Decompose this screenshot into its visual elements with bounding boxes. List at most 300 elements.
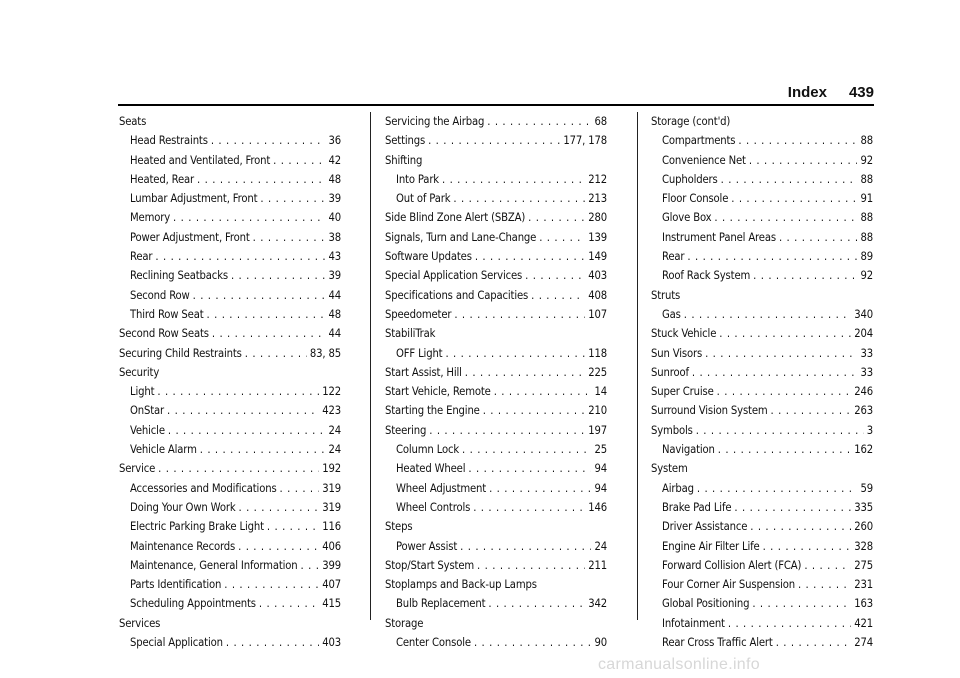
- entry-label: Sunroof: [651, 365, 689, 379]
- entry-label: Sun Visors: [651, 346, 703, 360]
- entry-page: 162: [854, 443, 873, 457]
- dot-leader: [487, 112, 591, 131]
- index-subentry: [385, 633, 607, 652]
- index-subentry: [119, 401, 341, 420]
- index-entry: [385, 556, 607, 575]
- dot-leader: [259, 594, 319, 613]
- index-subentry: [119, 170, 341, 189]
- entry-label: Struts: [651, 288, 681, 302]
- entry-page: 280: [588, 211, 607, 225]
- entry-page: 319: [322, 500, 341, 514]
- entry-label: Parts Identification: [130, 578, 222, 592]
- entry-label: Start Vehicle, Remote: [385, 385, 491, 399]
- entry-label: Doing Your Own Work: [130, 500, 236, 514]
- entry-label: Maintenance Records: [130, 539, 236, 553]
- dot-leader: [453, 189, 585, 208]
- index-subentry: [119, 382, 341, 401]
- entry-label: Reclining Seatbacks: [130, 269, 228, 283]
- entry-label: Servicing the Airbag: [385, 115, 485, 128]
- dot-leader: [753, 266, 857, 285]
- entry-page: 274: [854, 636, 873, 650]
- entry-page: 40: [328, 211, 341, 225]
- entry-label: Wheel Controls: [396, 500, 471, 514]
- entry-page: 342: [588, 597, 607, 611]
- index-subentry: [651, 594, 873, 613]
- entry-page: 408: [588, 288, 607, 302]
- entry-page: 39: [328, 269, 341, 283]
- dot-leader: [468, 459, 591, 478]
- dot-leader: [475, 247, 585, 266]
- index-entry: [385, 614, 607, 633]
- index-subentry: [119, 228, 341, 247]
- entry-label: Services: [119, 616, 161, 630]
- entry-label: Heated Wheel: [396, 462, 466, 476]
- entry-label: Stoplamps and Back-up Lamps: [385, 578, 537, 592]
- entry-label: Settings: [385, 134, 426, 148]
- entry-label: Security: [119, 365, 160, 379]
- index-entry: [119, 324, 341, 343]
- entry-label: Starting the Engine: [385, 404, 480, 418]
- entry-label: Gas: [662, 307, 681, 321]
- dot-leader: [525, 266, 585, 285]
- entry-page: 14: [594, 385, 607, 399]
- index-subentry: [385, 594, 607, 613]
- entry-page: 44: [328, 327, 341, 341]
- index-subentry: [651, 614, 873, 633]
- dot-leader: [224, 575, 319, 594]
- dot-leader: [474, 633, 592, 652]
- entry-page: 91: [860, 192, 873, 206]
- entry-label: Engine Air Filter Life: [662, 539, 760, 553]
- index-subentry: [119, 517, 341, 536]
- entry-page: 328: [854, 539, 873, 553]
- index-entry: [651, 112, 873, 131]
- entry-page: 24: [594, 539, 607, 553]
- page-number: 439: [848, 84, 874, 101]
- entry-page: 407: [322, 578, 341, 592]
- index-subentry: [651, 131, 873, 150]
- index-entry: [385, 305, 607, 324]
- entry-page: 192: [322, 462, 341, 476]
- entry-label: Service: [119, 462, 156, 476]
- entry-page: 83, 85: [309, 346, 341, 360]
- dot-leader: [539, 228, 585, 247]
- index-subentry: [119, 498, 341, 517]
- entry-label: Side Blind Zone Alert (SBZA): [385, 211, 526, 225]
- index-subentry: [385, 344, 607, 363]
- column-divider: [370, 112, 371, 620]
- index-subentry: [651, 305, 873, 324]
- index-entry: [651, 363, 873, 382]
- entry-label: Heated, Rear: [130, 172, 195, 186]
- index-subentry: [651, 498, 873, 517]
- dot-leader: [776, 633, 852, 652]
- entry-label: Rear: [662, 250, 685, 264]
- index-entry: [651, 401, 873, 420]
- entry-page: 335: [854, 500, 873, 514]
- entry-page: 163: [854, 597, 873, 611]
- entry-label: Stop/Start System: [385, 558, 475, 572]
- entry-label: Global Positioning: [662, 597, 750, 611]
- index-subentry: [651, 517, 873, 536]
- entry-page: 415: [322, 597, 341, 611]
- entry-label: Shifting: [385, 153, 423, 167]
- dot-leader: [528, 208, 585, 227]
- entry-label: Third Row Seat: [130, 307, 204, 321]
- entry-label: Out of Park: [396, 192, 451, 206]
- entry-label: Rear Cross Traffic Alert: [662, 636, 773, 650]
- entry-page: 48: [328, 307, 341, 321]
- dot-leader: [167, 401, 319, 420]
- index-subentry: [119, 556, 341, 575]
- entry-label: Lumbar Adjustment, Front: [130, 192, 258, 206]
- entry-page: 204: [854, 327, 873, 341]
- dot-leader: [465, 363, 585, 382]
- header-rule: [118, 104, 874, 106]
- dot-leader: [454, 305, 585, 324]
- dot-leader: [212, 324, 326, 343]
- entry-label: System: [651, 462, 688, 476]
- dot-leader: [231, 266, 326, 285]
- index-subentry: [651, 228, 873, 247]
- index-entry: [119, 344, 341, 363]
- index-subentry: [385, 479, 607, 498]
- entry-page: 246: [854, 385, 873, 399]
- entry-page: 92: [860, 153, 873, 167]
- entry-label: Scheduling Appointments: [130, 597, 256, 611]
- watermark: carmanualsonline.info: [598, 656, 760, 673]
- entry-page: 139: [588, 230, 607, 244]
- dot-leader: [462, 440, 591, 459]
- entry-page: 260: [854, 520, 873, 534]
- dot-leader: [696, 421, 864, 440]
- dot-leader: [280, 479, 320, 498]
- index-entry: [651, 324, 873, 343]
- entry-page: 3: [866, 423, 873, 437]
- entry-label: Accessories and Modifications: [130, 481, 277, 495]
- entry-label: Navigation: [662, 443, 715, 457]
- index-subentry: [651, 537, 873, 556]
- entry-page: 94: [594, 462, 607, 476]
- entry-label: Power Assist: [396, 539, 458, 553]
- dot-leader: [731, 189, 857, 208]
- index-subentry: [119, 131, 341, 150]
- entry-page: 88: [860, 172, 873, 186]
- entry-label: Stuck Vehicle: [651, 327, 717, 341]
- dot-leader: [238, 537, 319, 556]
- index-subentry: [651, 151, 873, 170]
- entry-label: Brake Pad Life: [662, 500, 732, 514]
- entry-page: 88: [860, 230, 873, 244]
- dot-leader: [779, 228, 858, 247]
- entry-page: 177, 178: [563, 134, 607, 148]
- index-subentry: [385, 170, 607, 189]
- entry-page: 225: [588, 365, 607, 379]
- entry-page: 44: [328, 288, 341, 302]
- dot-leader: [714, 208, 857, 227]
- dot-leader: [211, 131, 326, 150]
- index-subentry: [119, 575, 341, 594]
- index-subentry: [651, 633, 873, 652]
- index-subentry: [385, 498, 607, 517]
- entry-page: 399: [322, 558, 341, 572]
- entry-label: Head Restraints: [130, 134, 208, 148]
- index-entry: [119, 363, 341, 382]
- dot-leader: [157, 382, 319, 401]
- index-entry: [385, 363, 607, 382]
- entry-page: 319: [322, 481, 341, 495]
- entry-page: 88: [860, 211, 873, 225]
- dot-leader: [718, 440, 851, 459]
- entry-page: 211: [588, 558, 607, 572]
- index-subentry: [651, 556, 873, 575]
- dot-leader: [728, 614, 851, 633]
- entry-label: Light: [130, 385, 155, 399]
- index-entry: [385, 247, 607, 266]
- dot-leader: [460, 537, 591, 556]
- index-subentry: [651, 440, 873, 459]
- dot-leader: [173, 208, 325, 227]
- entry-label: Vehicle Alarm: [130, 443, 197, 457]
- entry-page: 403: [322, 636, 341, 650]
- dot-leader: [442, 170, 585, 189]
- entry-label: Into Park: [396, 172, 439, 186]
- page-header: [788, 84, 874, 101]
- index-subentry: [385, 189, 607, 208]
- entry-page: 39: [328, 192, 341, 206]
- entry-label: OFF Light: [396, 346, 443, 360]
- dot-leader: [428, 131, 560, 150]
- entry-label: StabiliTrak: [385, 327, 436, 341]
- entry-page: 197: [588, 423, 607, 437]
- entry-page: 149: [588, 250, 607, 264]
- entry-page: 88: [860, 134, 873, 148]
- index-entry: [385, 324, 607, 343]
- entry-page: 36: [328, 134, 341, 148]
- entry-label: Power Adjustment, Front: [130, 230, 250, 244]
- index-subentry: [119, 305, 341, 324]
- entry-label: Speedometer: [385, 307, 452, 321]
- entry-page: 24: [328, 443, 341, 457]
- index-subentry: [119, 479, 341, 498]
- index-column-3: [651, 112, 873, 652]
- index-subentry: [119, 537, 341, 556]
- entry-page: 263: [854, 404, 873, 418]
- index-entry: [651, 286, 873, 305]
- entry-page: 122: [322, 385, 341, 399]
- index-subentry: [385, 537, 607, 556]
- index-entry: [385, 131, 607, 150]
- entry-label: Steering: [385, 423, 427, 437]
- index-subentry: [651, 266, 873, 285]
- dot-leader: [483, 401, 586, 420]
- entry-page: 94: [594, 481, 607, 495]
- entry-page: 68: [594, 115, 607, 128]
- index-entry: [119, 614, 341, 633]
- entry-page: 146: [588, 500, 607, 514]
- index-column-2: [385, 112, 607, 652]
- index-subentry: [651, 479, 873, 498]
- dot-leader: [488, 594, 585, 613]
- dot-leader: [197, 170, 325, 189]
- index-entry: [385, 575, 607, 594]
- entry-page: 340: [854, 307, 873, 321]
- dot-leader: [226, 633, 319, 652]
- entry-label: Wheel Adjustment: [396, 481, 487, 495]
- dot-leader: [267, 517, 319, 536]
- index-subentry: [651, 170, 873, 189]
- entry-label: Vehicle: [130, 423, 165, 437]
- dot-leader: [489, 479, 591, 498]
- entry-page: 423: [322, 404, 341, 418]
- entry-label: Driver Assistance: [662, 520, 748, 534]
- entry-page: 212: [588, 172, 607, 186]
- index-subentry: [651, 208, 873, 227]
- entry-label: Airbag: [662, 481, 694, 495]
- entry-label: OnStar: [130, 404, 165, 418]
- entry-label: Infotainment: [662, 616, 725, 630]
- dot-leader: [193, 286, 326, 305]
- index-entry: [385, 517, 607, 536]
- dot-leader: [804, 556, 851, 575]
- dot-leader: [301, 556, 320, 575]
- dot-leader: [687, 247, 857, 266]
- index-subentry: [119, 440, 341, 459]
- entry-label: Steps: [385, 520, 413, 534]
- index-subentry: [651, 189, 873, 208]
- dot-leader: [239, 498, 320, 517]
- entry-label: Roof Rack System: [662, 269, 751, 283]
- entry-label: Memory: [130, 211, 171, 225]
- entry-label: Four Corner Air Suspension: [662, 578, 795, 592]
- entry-label: Floor Console: [662, 192, 729, 206]
- entry-label: Super Cruise: [651, 385, 714, 399]
- index-entry: [385, 112, 607, 131]
- dot-leader: [200, 440, 326, 459]
- index-subentry: [385, 440, 607, 459]
- entry-page: 403: [588, 269, 607, 283]
- entry-page: 59: [860, 481, 873, 495]
- dot-leader: [697, 479, 858, 498]
- entry-label: Second Row: [130, 288, 190, 302]
- entry-page: 116: [322, 520, 341, 534]
- entry-label: Instrument Panel Areas: [662, 230, 776, 244]
- entry-page: 42: [328, 153, 341, 167]
- entry-label: Maintenance, General Information: [130, 558, 298, 572]
- index-subentry: [119, 286, 341, 305]
- entry-label: Cupholders: [662, 172, 718, 186]
- index-entry: [385, 228, 607, 247]
- index-subentry: [119, 247, 341, 266]
- entry-label: Special Application: [130, 636, 223, 650]
- dot-leader: [260, 189, 325, 208]
- entry-page: 24: [328, 423, 341, 437]
- index-column-1: [119, 112, 341, 652]
- dot-leader: [734, 498, 851, 517]
- dot-leader: [253, 228, 326, 247]
- entry-page: 25: [594, 443, 607, 457]
- entry-page: 231: [854, 578, 873, 592]
- dot-leader: [721, 170, 858, 189]
- dot-leader: [477, 556, 585, 575]
- index-subentry: [385, 459, 607, 478]
- index-entry: [119, 459, 341, 478]
- entry-label: Signals, Turn and Lane-Change: [385, 230, 537, 244]
- entry-label: Electric Parking Brake Light: [130, 520, 264, 534]
- entry-label: Convenience Net: [662, 153, 746, 167]
- entry-label: Rear: [130, 250, 153, 264]
- dot-leader: [531, 286, 585, 305]
- entry-page: 89: [860, 250, 873, 264]
- index-entry: [385, 401, 607, 420]
- index-subentry: [651, 575, 873, 594]
- dot-leader: [749, 151, 858, 170]
- dot-leader: [684, 305, 851, 324]
- dot-leader: [273, 151, 325, 170]
- entry-label: Storage (cont'd): [651, 115, 731, 128]
- entry-label: Forward Collision Alert (FCA): [662, 558, 802, 572]
- entry-page: 213: [588, 192, 607, 206]
- entry-label: Glove Box: [662, 211, 712, 225]
- entry-label: Storage: [385, 616, 424, 630]
- index-subentry: [119, 208, 341, 227]
- entry-page: 92: [860, 269, 873, 283]
- entry-label: Securing Child Restraints: [119, 346, 242, 360]
- index-entry: [385, 151, 607, 170]
- index-entry: [385, 266, 607, 285]
- entry-page: 33: [860, 365, 873, 379]
- entry-page: 406: [322, 539, 341, 553]
- entry-label: Center Console: [396, 636, 471, 650]
- index-subentry: [651, 247, 873, 266]
- dot-leader: [705, 344, 857, 363]
- entry-page: 90: [594, 636, 607, 650]
- index-entry: [651, 382, 873, 401]
- entry-label: Heated and Ventilated, Front: [130, 153, 271, 167]
- index-subentry: [119, 151, 341, 170]
- dot-leader: [763, 537, 852, 556]
- index-entry: [651, 459, 873, 478]
- dot-leader: [245, 344, 307, 363]
- dot-leader: [494, 382, 592, 401]
- dot-leader: [771, 401, 852, 420]
- dot-leader: [429, 421, 585, 440]
- entry-label: Seats: [119, 115, 147, 128]
- index-subentry: [119, 189, 341, 208]
- entry-label: Specifications and Capacities: [385, 288, 529, 302]
- dot-leader: [717, 382, 852, 401]
- index-subentry: [119, 594, 341, 613]
- dot-leader: [752, 594, 851, 613]
- index-entry: [385, 286, 607, 305]
- dot-leader: [738, 131, 857, 150]
- index-entry: [651, 344, 873, 363]
- column-divider: [637, 112, 638, 620]
- dot-leader: [473, 498, 585, 517]
- dot-leader: [798, 575, 851, 594]
- dot-leader: [158, 459, 319, 478]
- index-entry: [385, 382, 607, 401]
- index-subentry: [119, 266, 341, 285]
- entry-label: Bulb Replacement: [396, 597, 486, 611]
- entry-page: 275: [854, 558, 873, 572]
- entry-page: 210: [588, 404, 607, 418]
- entry-label: Compartments: [662, 134, 736, 148]
- entry-page: 48: [328, 172, 341, 186]
- dot-leader: [692, 363, 858, 382]
- index-entry: [385, 421, 607, 440]
- entry-label: Symbols: [651, 423, 693, 437]
